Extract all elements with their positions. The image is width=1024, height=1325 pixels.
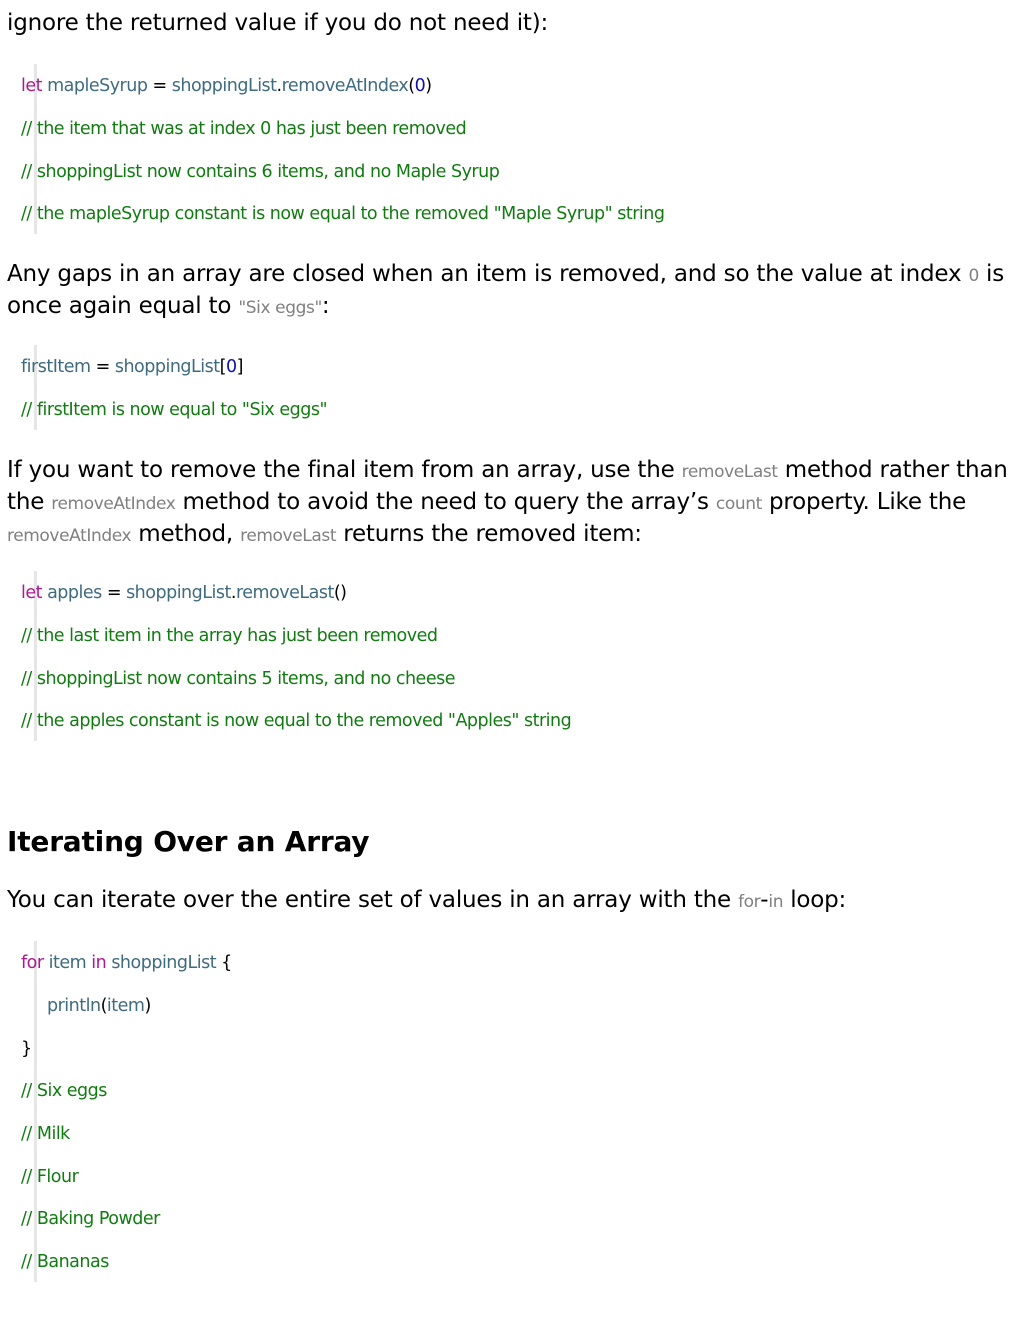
identifier: shoppingList [114, 357, 220, 377]
identifier: item [106, 996, 145, 1016]
punctuation: () [333, 583, 347, 603]
paragraph-text: - [760, 887, 769, 913]
code-comment: // Six eggs [21, 1081, 107, 1101]
code-comment: // the apples constant is now equal to the removed "Apples" string [21, 711, 572, 731]
code-block-remove-last [21, 571, 572, 741]
code-comment: // firstItem is now equal to "Six eggs" [21, 400, 328, 420]
operator: = [101, 583, 127, 603]
operator: = [90, 357, 115, 377]
punctuation: ( [408, 76, 415, 96]
identifier: item [48, 953, 87, 973]
number-literal: 0 [225, 357, 237, 377]
code-comment: // the mapleSyrup constant is now equal to the removed "Maple Syrup" string [21, 204, 665, 224]
method-name: removeLast [235, 583, 334, 603]
paragraph-text: Any gaps in an array are closed when an item is removed, and so the value at index [7, 261, 969, 287]
paragraph-text: method rather than the [7, 457, 1008, 515]
keyword: let [21, 583, 42, 603]
code-block-remove-at-index [21, 64, 665, 234]
keyword: let [21, 76, 42, 96]
code-comment: // the last item in the array has just been removed [21, 626, 438, 646]
code-comment: // shoppingList now contains 6 items, and no Maple Syrup [21, 162, 500, 182]
code-comment: // Baking Powder [21, 1209, 160, 1229]
operator: = [147, 76, 172, 96]
punctuation: { [216, 953, 232, 973]
inline-code: in [768, 892, 784, 912]
punctuation: ) [144, 996, 151, 1016]
punctuation: . [230, 583, 236, 603]
paragraph-remove-last [7, 455, 1017, 551]
punctuation: ] [236, 357, 243, 377]
code-line: } [21, 1039, 32, 1059]
paragraph-text: is once again equal to [7, 261, 1004, 319]
keyword: for [21, 953, 44, 973]
number-literal: 0 [414, 76, 426, 96]
code-comment: // shoppingList now contains 5 items, and no cheese [21, 669, 455, 689]
inline-code: "Six eggs" [238, 298, 322, 318]
keyword: in [91, 953, 107, 973]
code-comment: // Bananas [21, 1252, 109, 1272]
inline-code: count [715, 494, 762, 514]
inline-code: removeAtIndex [7, 526, 132, 546]
inline-code: for [738, 892, 761, 912]
code-block-for-in [21, 941, 232, 1282]
identifier: shoppingList [126, 583, 231, 603]
code-comment: // the item that was at index 0 has just been removed [21, 119, 467, 139]
paragraph-iterate [7, 885, 1017, 917]
inline-code: removeLast [240, 526, 337, 546]
identifier: mapleSyrup [47, 76, 148, 96]
punctuation: ) [425, 76, 432, 96]
paragraph-text: If you want to remove the final item from an array, use the [7, 457, 682, 483]
code-comment: // Flour [21, 1167, 79, 1187]
identifier: shoppingList [171, 76, 277, 96]
identifier: shoppingList [111, 953, 217, 973]
paragraph-text: You can iterate over the entire set of values in an array with the [7, 887, 739, 913]
paragraph-text: property. Like the [761, 489, 967, 515]
code-line [21, 75, 432, 97]
intro-line: ignore the returned value if you do not need it): [7, 10, 549, 36]
inline-code: 0 [968, 266, 979, 286]
code-line [47, 995, 151, 1017]
section-heading: Iterating Over an Array [7, 825, 370, 858]
code-line [21, 952, 232, 974]
inline-code: removeLast [681, 462, 778, 482]
identifier: apples [47, 583, 102, 603]
punctuation: . [276, 76, 282, 96]
code-line [21, 356, 243, 378]
code-line [21, 582, 347, 604]
paragraph-text: method, [131, 521, 241, 547]
intro-text [7, 8, 1017, 38]
paragraph-text: loop: [783, 887, 847, 913]
function-name: println [47, 996, 101, 1016]
code-comment: // Milk [21, 1124, 70, 1144]
identifier: firstItem [21, 357, 91, 377]
punctuation: [ [219, 357, 226, 377]
code-block-first-item [21, 345, 328, 430]
paragraph-text: returns the removed item: [336, 521, 642, 547]
inline-code: removeAtIndex [51, 494, 176, 514]
method-name: removeAtIndex [281, 76, 409, 96]
punctuation: ( [100, 996, 107, 1016]
paragraph-text: method to avoid the need to query the array’s [175, 489, 716, 515]
paragraph-gaps [7, 259, 1017, 323]
paragraph-text: : [321, 293, 330, 319]
